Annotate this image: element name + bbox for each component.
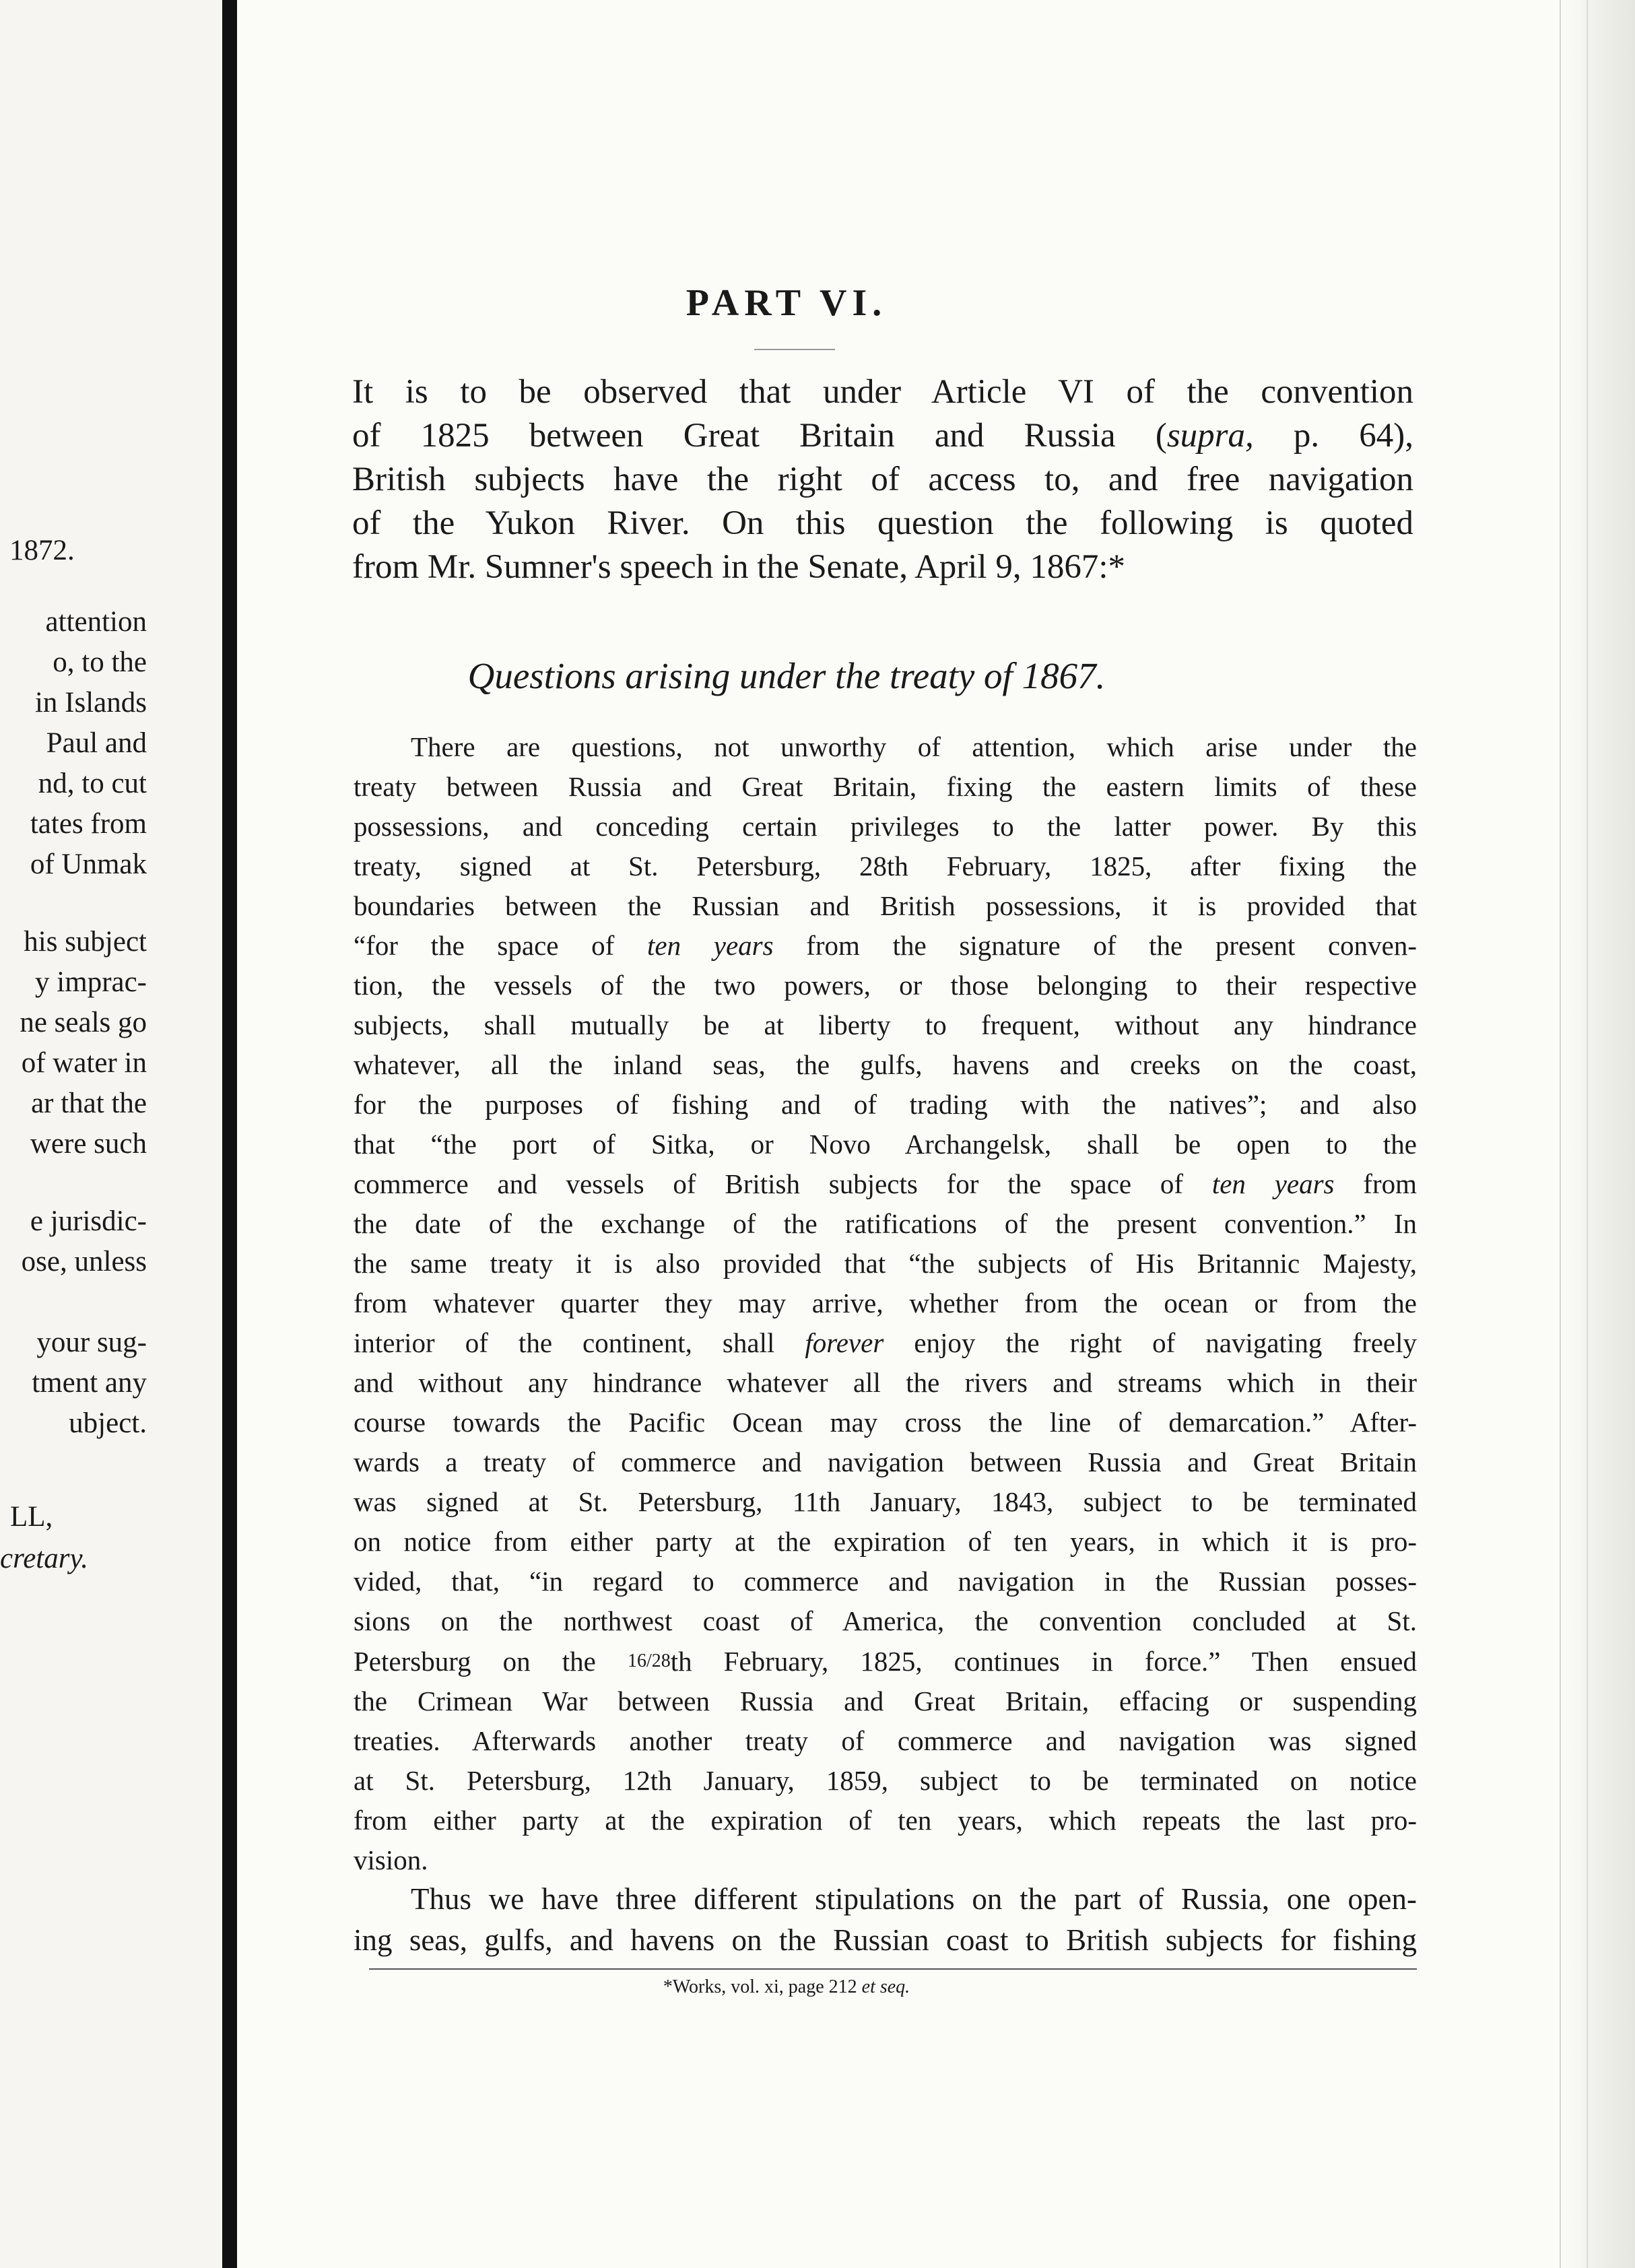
footnote-rule: [369, 1968, 1417, 1970]
intro-supra: supra,: [1166, 417, 1254, 455]
left-fragment: of water in: [21, 1047, 147, 1079]
book-binding: [222, 0, 237, 2268]
quote-line: possessions, and conceding certain privileges to the latter power. By this: [354, 811, 1417, 842]
quote-line: from either party at the expiration of ten years, which repeats the last pro-: [354, 1805, 1417, 1836]
left-page: [0, 0, 222, 2268]
left-fragment: o, to the: [53, 646, 147, 678]
quote-line: and without any hindrance whatever all the rivers and streams which in their: [354, 1367, 1417, 1398]
section-subheading: Questions arising under the treaty of 1867.: [467, 655, 1106, 696]
left-fragment: ne seals go: [20, 1007, 147, 1038]
quote-italic: ten years: [1211, 1168, 1335, 1199]
quote-line: on notice from either party at the expiration of ten years, in which it is pro-: [354, 1526, 1417, 1557]
intro-line-text: p. 64),: [1253, 417, 1413, 455]
quote-line: tion, the vessels of the two powers, or those belonging to their respective: [354, 970, 1417, 1001]
left-page-year: 1872.: [9, 535, 75, 566]
date-fraction: 16/28: [627, 1650, 671, 1671]
left-fragment: of Unmak: [30, 848, 147, 880]
quote-italic: ten years: [646, 930, 774, 961]
left-fragment: attention: [45, 606, 147, 638]
quote-line: for the purposes of fishing and of trading with the natives”; and also: [354, 1089, 1417, 1120]
quote-line: There are questions, not unworthy of attention, which arise under the: [411, 731, 1417, 762]
intro-line: from Mr. Sumner's speech in the Senate, April 9, 1867:*: [352, 548, 1126, 586]
heading-rule: [754, 349, 835, 350]
quote-line: from whatever quarter they may arrive, whether from the ocean or from the: [354, 1288, 1417, 1319]
left-fragment: ose, unless: [21, 1246, 147, 1277]
intro-line: British subjects have the right of access to, and free navigation: [352, 461, 1413, 498]
intro-line: [352, 414, 1413, 458]
left-page-signature-title: cretary.: [0, 1543, 88, 1574]
quote-line: [354, 1164, 1417, 1204]
intro-line-text: of 1825 between Great Britain and Russia (: [352, 417, 1167, 455]
quote-line: the Crimean War between Russia and Great Britain, effacing or suspending: [354, 1686, 1417, 1716]
quote-line: subjects, shall mutually be at liberty to frequent, without any hindrance: [354, 1009, 1417, 1040]
quote-italic: forever: [805, 1327, 884, 1358]
left-fragment: Paul and: [46, 727, 147, 759]
quoted-speech: [354, 727, 1417, 1880]
left-fragment: your sug-: [36, 1327, 147, 1358]
quote-text: from: [1334, 1168, 1417, 1199]
left-fragment: in Islands: [34, 687, 147, 719]
quote-line: sions on the northwest coast of America, the convention concluded at St.: [354, 1605, 1417, 1636]
left-fragment: y imprac-: [35, 966, 147, 998]
quote-text: enjoy the right of navigating freely: [883, 1327, 1417, 1358]
quote-line: course towards the Pacific Ocean may cross the line of demarcation.” After-: [354, 1407, 1417, 1438]
left-fragment: his subject: [24, 926, 147, 958]
quote-line: was signed at St. Petersburg, 11th January, 1843, subject to be terminated: [354, 1486, 1417, 1517]
quote-text: interior of the continent, shall: [354, 1327, 805, 1358]
intro-paragraph: [352, 370, 1413, 589]
closing-line: ing seas, gulfs, and havens on the Russian coast to British subjects for fishing: [354, 1923, 1417, 1957]
footnote-text: *Works, vol. xi, page 212: [663, 1976, 862, 1997]
quote-line: that “the port of Sitka, or Novo Archangelsk, shall be open to the: [354, 1129, 1417, 1160]
quote-line: treaties. Afterwards another treaty of commerce and navigation was signed: [354, 1725, 1417, 1756]
quote-line: [354, 926, 1417, 966]
quote-line: boundaries between the Russian and British possessions, it is provided that: [354, 890, 1417, 921]
part-heading: PART VI.: [686, 282, 888, 324]
quote-line: [354, 1641, 1417, 1681]
quote-line: the date of the exchange of the ratifications of the present convention.” In: [354, 1208, 1417, 1239]
left-fragment: tment any: [32, 1367, 147, 1399]
left-page-signature: LL,: [10, 1501, 53, 1533]
quote-line: treaty, signed at St. Petersburg, 28th February, 1825, after fixing the: [354, 850, 1417, 881]
intro-line: It is to be observed that under Article VI of the convention: [352, 373, 1413, 411]
page-edge: [1560, 0, 1635, 2268]
quote-text: Petersburg on the: [354, 1646, 628, 1677]
quote-line: vision.: [354, 1844, 428, 1875]
quote-line: treaty between Russia and Great Britain, fixing the eastern limits of these: [354, 771, 1417, 802]
quote-line: whatever, all the inland seas, the gulfs, havens and creeks on the coast,: [354, 1049, 1417, 1080]
left-fragment: nd, to cut: [38, 768, 147, 799]
quote-line: the same treaty it is also provided that “the subjects of His Britannic Majesty,: [354, 1248, 1417, 1279]
quote-text: th February, 1825, continues in force.” Then ensued: [670, 1646, 1417, 1677]
quote-line: [354, 1323, 1417, 1363]
left-fragment: ar that the: [31, 1088, 147, 1119]
closing-paragraph: [354, 1879, 1417, 1961]
quote-line: wards a treaty of commerce and navigation between Russia and Great Britain: [354, 1446, 1417, 1477]
footnote-italic: et seq.: [861, 1976, 910, 1997]
quote-text: commerce and vessels of British subjects for the space of: [354, 1168, 1212, 1199]
closing-line: Thus we have three different stipulations on the part of Russia, one open-: [411, 1882, 1417, 1916]
intro-line: of the Yukon River. On this question the following is quoted: [352, 504, 1413, 542]
left-fragment: tates from: [30, 808, 147, 840]
page-edge-line: [1587, 0, 1588, 2268]
left-fragment: e jurisdic-: [30, 1205, 147, 1237]
quote-text: from the signature of the present conven-: [773, 930, 1417, 961]
footnote: [237, 1976, 1336, 1998]
left-fragment: ubject.: [69, 1407, 147, 1439]
quote-line: at St. Petersburg, 12th January, 1859, subject to be terminated on notice: [354, 1765, 1417, 1796]
left-fragment: were such: [30, 1128, 147, 1160]
quote-text: “for the space of: [354, 930, 647, 961]
quote-line: vided, that, “in regard to commerce and navigation in the Russian posses-: [354, 1566, 1417, 1597]
